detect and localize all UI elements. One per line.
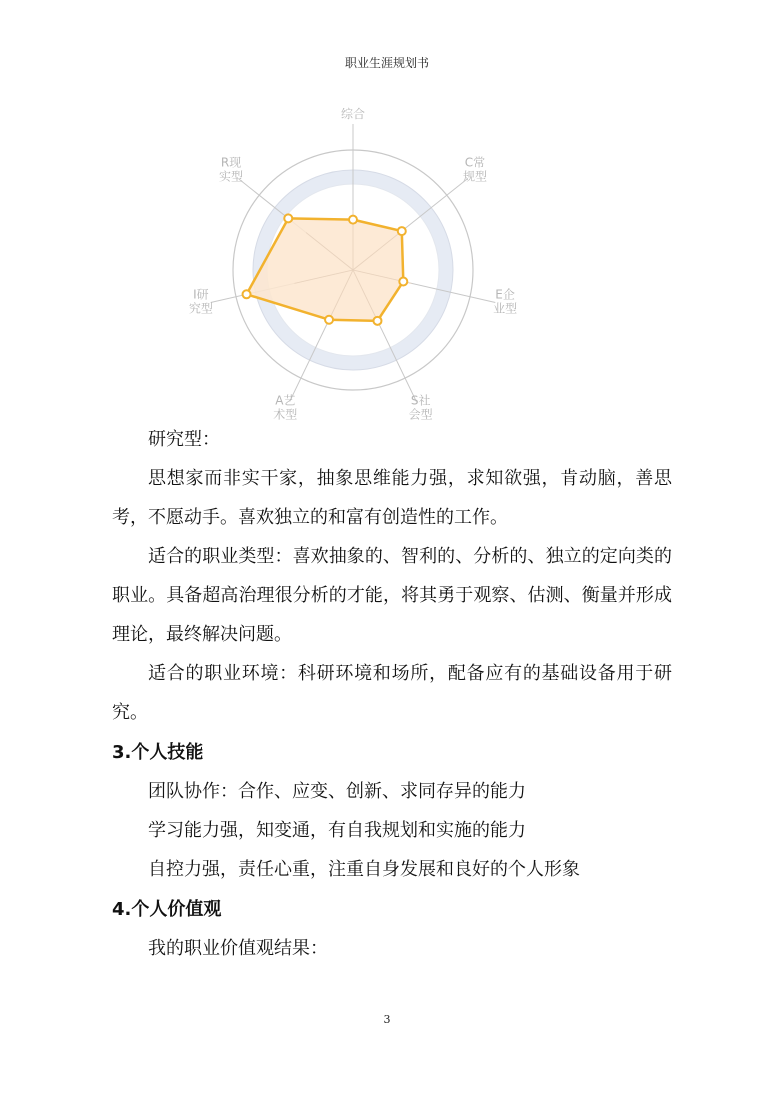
radar-axis-label [463, 155, 487, 184]
paragraph-suitable-environment: 适合的职业环境：科研环境和场所，配备应有的基础设备用于研究。 [112, 663, 672, 723]
radar-axis-label-line: 综合 [340, 107, 366, 121]
radar-axis-label-line: A艺 [275, 393, 296, 408]
radar-point [373, 317, 381, 325]
radar-axis-label-line: 术型 [273, 407, 298, 422]
values-intro: 我的职业价值观结果： [148, 938, 328, 959]
subtitle-research-type: 研究型： [148, 429, 220, 450]
radar-axis-label-line: 究型 [188, 301, 213, 316]
radar-point [325, 316, 333, 324]
radar-axis-label-line: S社 [410, 393, 431, 408]
radar-point [349, 216, 357, 224]
radar-axis-label-line: R现 [220, 155, 242, 170]
skill-item: 自控力强，责任心重，注重自身发展和良好的个人形象 [148, 859, 580, 880]
radar-axis-label [189, 288, 213, 316]
radar-axis-label-line: I研 [193, 287, 209, 302]
document-body [112, 420, 672, 968]
radar-axis-label [273, 393, 297, 422]
section-heading-values: 4.个人价值观 [112, 899, 222, 920]
radar-axis-label-line: 业型 [493, 301, 518, 316]
radar-point [398, 227, 406, 235]
page-header: 职业生涯规划书 [344, 56, 429, 70]
radar-axis-label-line: 实型 [219, 169, 244, 184]
radar-axis-label [409, 393, 433, 422]
radar-axis-label-line: 会型 [408, 407, 433, 422]
radar-axis-label-line: C常 [464, 155, 486, 170]
radar-axis-label [341, 106, 365, 121]
radar-axis-label [493, 287, 517, 316]
radar-chart [188, 107, 530, 422]
radar-axis-label-line: 规型 [462, 169, 487, 184]
skill-item: 学习能力强，知变通，有自我规划和实施的能力 [148, 820, 526, 841]
radar-point [284, 214, 292, 222]
radar-point [399, 277, 407, 285]
radar-point [243, 290, 251, 298]
skill-item: 团队协作：合作、应变、创新、求同存异的能力 [148, 781, 526, 802]
paragraph-description: 思想家而非实干家，抽象思维能力强，求知欲强，肯动脑，善思考，不愿动手。喜欢独立的和富有创造性的工作。 [112, 468, 672, 528]
section-heading-skills: 3.个人技能 [112, 742, 204, 763]
page-number: 3 [383, 1013, 391, 1026]
radar-axis-label-line: E企 [495, 287, 515, 302]
radar-axis-label [219, 156, 243, 184]
paragraph-suitable-career: 适合的职业类型：喜欢抽象的、智利的、分析的、独立的定向类的职业。具备超高治理很分析的才能，将其勇于观察、估测、衡量并形成理论，最终解决问题。 [112, 546, 672, 645]
